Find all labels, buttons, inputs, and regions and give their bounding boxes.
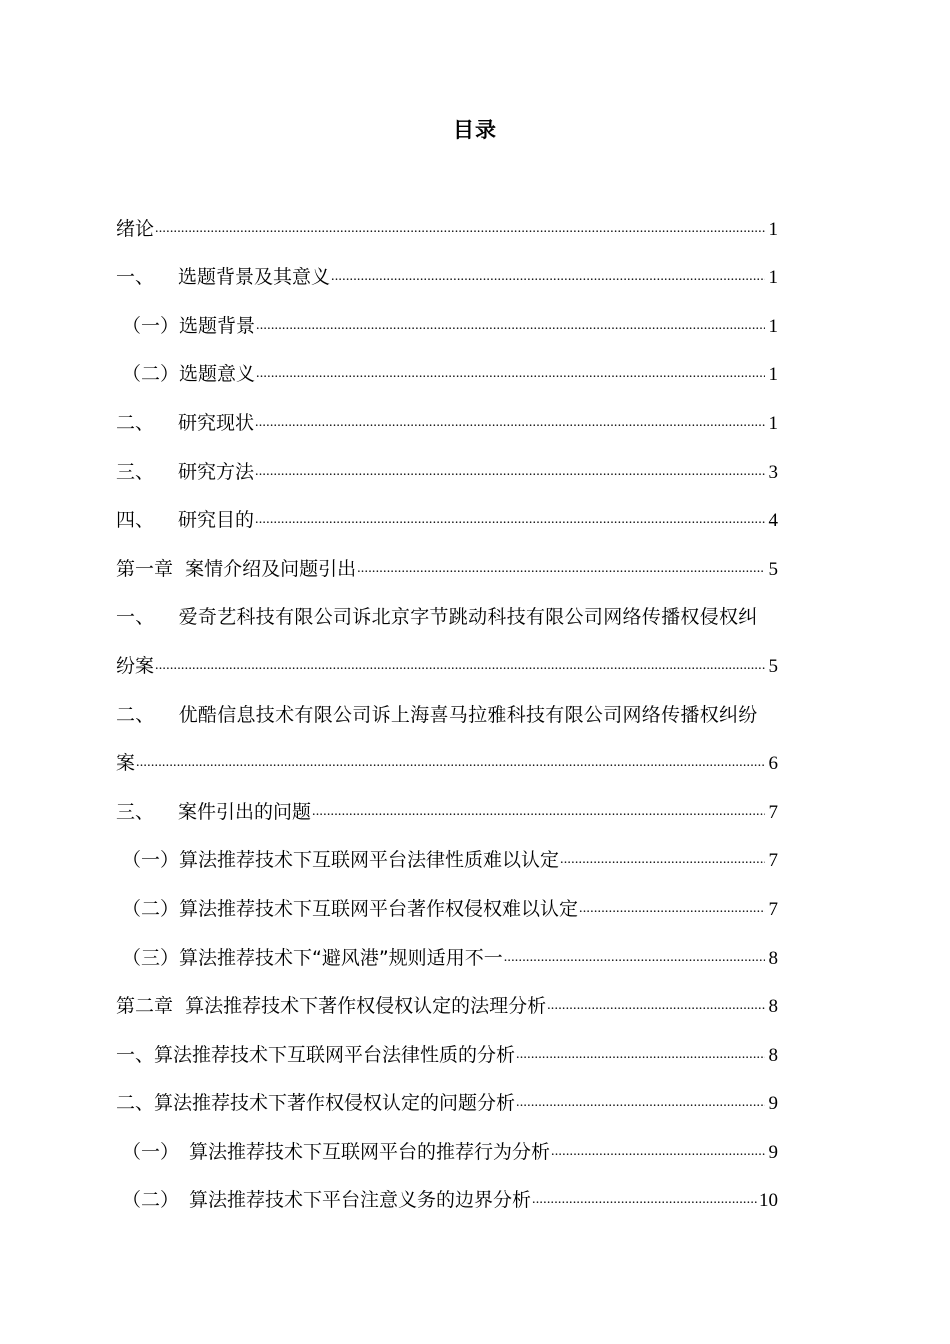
toc-entry-number: （一） bbox=[122, 1140, 180, 1163]
toc-entry-label: 绪论 bbox=[116, 217, 155, 240]
toc-entry-line-2[interactable] bbox=[116, 627, 778, 676]
toc-entry[interactable] bbox=[116, 287, 778, 336]
dot-leader bbox=[560, 853, 765, 867]
dot-leader bbox=[516, 1096, 765, 1110]
toc-entry-label: （三）算法推荐技术下“避风港”规则适用不一 bbox=[122, 946, 503, 969]
dot-leader bbox=[547, 999, 765, 1013]
toc-entry-number: 三、 bbox=[116, 800, 155, 823]
toc-entry-label: 纷案 bbox=[116, 654, 155, 677]
toc-entry-label: 案 bbox=[116, 752, 136, 775]
toc-page-number: 8 bbox=[768, 947, 778, 969]
toc-entry-label: 三、 研究方法 bbox=[116, 460, 255, 483]
toc-entry-label: （二）算法推荐技术下互联网平台著作权侵权难以认定 bbox=[122, 897, 579, 920]
toc-entry[interactable] bbox=[116, 773, 778, 822]
toc-entry-label: 一、算法推荐技术下互联网平台法律性质的分析 bbox=[116, 1043, 516, 1066]
dot-leader bbox=[532, 1193, 758, 1207]
toc-entry[interactable] bbox=[116, 1113, 778, 1162]
dot-leader bbox=[312, 805, 765, 819]
toc-entry-label: 二、 优酷信息技术有限公司诉上海喜马拉雅科技有限公司网络传播权纠纷 bbox=[116, 703, 758, 726]
toc-entry-line-1[interactable] bbox=[116, 676, 778, 725]
toc-page-number: 6 bbox=[768, 753, 778, 775]
toc-page-number: 5 bbox=[768, 655, 778, 677]
toc-page-number: 8 bbox=[768, 996, 778, 1018]
toc-entry[interactable] bbox=[116, 530, 778, 579]
dot-leader bbox=[155, 659, 765, 673]
toc-entry[interactable] bbox=[116, 336, 778, 385]
toc-entry[interactable] bbox=[116, 968, 778, 1017]
toc-entry[interactable] bbox=[116, 919, 778, 968]
toc-entry-label: （二）选题意义 bbox=[122, 363, 256, 386]
dot-leader bbox=[136, 756, 765, 770]
toc-entry[interactable] bbox=[116, 190, 778, 239]
dot-leader bbox=[504, 951, 765, 965]
toc-page-number: 7 bbox=[768, 801, 778, 823]
dot-leader bbox=[256, 319, 765, 333]
toc-entry[interactable] bbox=[116, 482, 778, 531]
toc-entry[interactable] bbox=[116, 1065, 778, 1114]
toc-entry-label: （一）算法推荐技术下互联网平台法律性质难以认定 bbox=[122, 849, 560, 872]
toc-entry[interactable] bbox=[116, 1016, 778, 1065]
toc-page-number: 9 bbox=[768, 1141, 778, 1163]
dot-leader bbox=[255, 465, 765, 479]
toc-entry[interactable] bbox=[116, 822, 778, 871]
toc-entry[interactable] bbox=[116, 433, 778, 482]
toc-entry-number: 二、 bbox=[116, 411, 155, 434]
toc-entry-label: 第一章 案情介绍及问题引出 bbox=[116, 557, 357, 580]
toc-entry-label: 一、 选题背景及其意义 bbox=[116, 266, 331, 289]
toc-entry-label: （一）选题背景 bbox=[122, 314, 256, 337]
toc-entry-number: 一、 bbox=[116, 606, 155, 629]
toc-entry-number: 三、 bbox=[116, 460, 155, 483]
toc-page-number: 10 bbox=[759, 1190, 778, 1212]
toc-page-number: 9 bbox=[768, 1093, 778, 1115]
toc-entry[interactable] bbox=[116, 239, 778, 288]
toc-entry-number: 一、 bbox=[116, 266, 155, 289]
page-title: 目录 bbox=[453, 118, 497, 142]
toc-entry-number: （二） bbox=[122, 1189, 180, 1212]
dot-leader bbox=[551, 1145, 765, 1159]
toc-page-number: 1 bbox=[768, 267, 778, 289]
toc-entry[interactable] bbox=[116, 870, 778, 919]
dot-leader bbox=[255, 513, 765, 527]
toc-entry-line-1[interactable] bbox=[116, 579, 778, 628]
dot-leader bbox=[256, 367, 765, 381]
toc-page-number: 1 bbox=[768, 412, 778, 434]
toc-entry-number: 四、 bbox=[116, 509, 155, 532]
toc-page-number: 3 bbox=[768, 461, 778, 483]
toc-page-number: 5 bbox=[768, 558, 778, 580]
toc-page-number: 1 bbox=[768, 218, 778, 240]
toc-entry[interactable] bbox=[116, 1162, 778, 1211]
toc-entry-label: 一、 爱奇艺科技有限公司诉北京字节跳动科技有限公司网络传播权侵权纠 bbox=[116, 606, 758, 629]
toc-entry-label: 四、 研究目的 bbox=[116, 509, 255, 532]
table-of-contents bbox=[116, 190, 778, 1210]
toc-entry-label: 二、 研究现状 bbox=[116, 411, 255, 434]
dot-leader bbox=[331, 270, 765, 284]
dot-leader bbox=[255, 416, 765, 430]
toc-page-number: 1 bbox=[768, 364, 778, 386]
toc-entry-line-2[interactable] bbox=[116, 725, 778, 774]
toc-entry-number: 二、 bbox=[116, 703, 155, 726]
toc-entry-label: 三、 案件引出的问题 bbox=[116, 800, 312, 823]
toc-page-number: 1 bbox=[768, 315, 778, 337]
dot-leader bbox=[516, 1048, 765, 1062]
toc-page-number: 7 bbox=[768, 898, 778, 920]
dot-leader bbox=[579, 902, 765, 916]
toc-page-number: 8 bbox=[768, 1044, 778, 1066]
toc-page-number: 4 bbox=[768, 510, 778, 532]
toc-page-number: 7 bbox=[768, 850, 778, 872]
toc-entry-label: 二、算法推荐技术下著作权侵权认定的问题分析 bbox=[116, 1092, 516, 1115]
toc-entry-label: （二） 算法推荐技术下平台注意义务的边界分析 bbox=[122, 1189, 532, 1212]
dot-leader bbox=[357, 562, 765, 576]
toc-entry-label: （一） 算法推荐技术下互联网平台的推荐行为分析 bbox=[122, 1140, 551, 1163]
dot-leader bbox=[155, 222, 765, 236]
toc-entry-label: 第二章 算法推荐技术下著作权侵权认定的法理分析 bbox=[116, 995, 547, 1018]
toc-entry[interactable] bbox=[116, 384, 778, 433]
